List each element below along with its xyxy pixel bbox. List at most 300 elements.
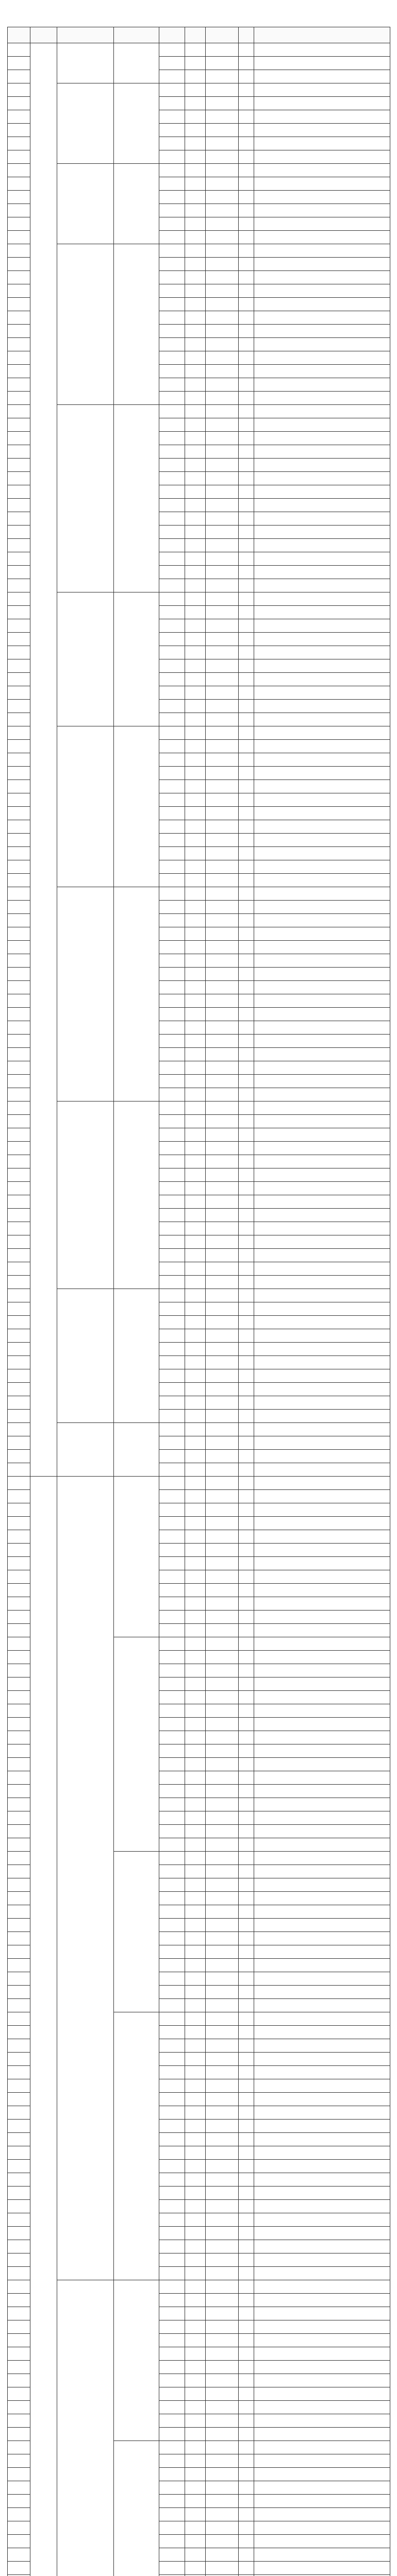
quota [185,1088,206,1101]
post-code [159,606,185,619]
row-index [8,646,30,659]
candidate-name [206,191,239,204]
candidate-name [206,1570,239,1584]
row-index [8,1852,30,1865]
school [254,807,390,820]
candidate-name [206,204,239,217]
post-code [159,1852,185,1865]
candidate-name [206,2120,239,2133]
quota [185,1919,206,1932]
post-code [159,646,185,659]
gender [239,57,254,70]
gender [239,512,254,526]
school [254,1798,390,1811]
school [254,1892,390,1905]
candidate-name [206,1544,239,1557]
school [254,793,390,807]
gender [239,1249,254,1262]
quota [185,954,206,968]
quota [185,2012,206,2026]
school [254,1503,390,1517]
candidate-name [206,579,239,592]
row-index [8,164,30,177]
school [254,1048,390,1061]
row-index [8,2347,30,2361]
gender [239,2160,254,2173]
gender [239,1972,254,1986]
quota [185,713,206,726]
institution-cell [57,1101,114,1289]
gender [239,2307,254,2320]
post-code [159,941,185,954]
gender [239,1584,254,1597]
category-cell [30,43,57,1477]
row-index [8,1396,30,1410]
post-cell [114,2012,159,2280]
school [254,1664,390,1677]
school [254,1570,390,1584]
post-code [159,258,185,271]
quota [185,1972,206,1986]
gender [239,2361,254,2374]
gender [239,445,254,459]
school [254,2053,390,2066]
gender [239,2106,254,2120]
post-code [159,124,185,137]
post-code [159,1450,185,1463]
post-code [159,1959,185,1972]
school [254,1557,390,1570]
gender [239,1919,254,1932]
quota [185,767,206,780]
gender [239,1758,254,1771]
row-index [8,1155,30,1168]
candidate-name [206,1343,239,1356]
institution-cell [57,1477,114,2280]
gender [239,1302,254,1316]
school [254,2347,390,2361]
row-index [8,753,30,767]
candidate-name [206,1865,239,1878]
candidate-name [206,392,239,405]
row-index [8,1289,30,1302]
col-index-header [8,27,30,43]
school [254,592,390,606]
post-code [159,418,185,432]
candidate-name [206,2441,239,2454]
post-code [159,83,185,97]
gender [239,874,254,887]
quota [185,994,206,1008]
quota [185,1704,206,1718]
gender [239,271,254,284]
gender [239,1182,254,1195]
candidate-name [206,713,239,726]
row-index [8,1825,30,1838]
post-code [159,1798,185,1811]
school [254,1182,390,1195]
school [254,1396,390,1410]
quota [185,633,206,646]
row-index [8,2374,30,2387]
post-code [159,2468,185,2481]
candidate-name [206,1664,239,1677]
table-row [8,1101,390,1115]
school [254,1155,390,1168]
post-code [159,1463,185,1477]
quota [185,2548,206,2562]
institution-cell [57,1423,114,1477]
candidate-name [206,2454,239,2468]
quota [185,2267,206,2280]
candidate-name [206,1972,239,1986]
row-index [8,539,30,552]
quota [185,1758,206,1771]
gender [239,1865,254,1878]
post-code [159,592,185,606]
quota [185,1677,206,1691]
post-code [159,2320,185,2334]
institution-cell [57,43,114,83]
row-index [8,1677,30,1691]
gender [239,97,254,110]
row-index [8,1838,30,1852]
school [254,2227,390,2240]
candidate-name [206,1423,239,1436]
post-code [159,1276,185,1289]
candidate-name [206,2146,239,2160]
post-code [159,1651,185,1664]
row-index [8,1905,30,1919]
school [254,673,390,686]
post-code [159,43,185,57]
quota [185,659,206,673]
post-code [159,1075,185,1088]
quota [185,1999,206,2012]
gender [239,1744,254,1758]
school [254,860,390,874]
gender [239,1811,254,1825]
post-code [159,2535,185,2548]
post-code [159,2079,185,2093]
quota [185,1410,206,1423]
gender [239,1289,254,1302]
school [254,1021,390,1035]
quota [185,2347,206,2361]
candidate-name [206,1584,239,1597]
candidate-name [206,740,239,753]
row-index [8,70,30,83]
quota [185,780,206,793]
candidate-name [206,834,239,847]
row-index [8,1008,30,1021]
candidate-name [206,258,239,271]
row-index [8,191,30,204]
candidate-name [206,244,239,258]
gender [239,1142,254,1155]
candidate-name [206,405,239,418]
quota [185,673,206,686]
gender [239,2026,254,2039]
school [254,2508,390,2521]
gender [239,2227,254,2240]
candidate-name [206,432,239,445]
candidate-name [206,1316,239,1329]
school [254,191,390,204]
row-index [8,2481,30,2495]
candidate-name [206,70,239,83]
post-code [159,231,185,244]
post-code [159,57,185,70]
quota [185,1289,206,1302]
candidate-name [206,1718,239,1731]
gender [239,2414,254,2428]
row-index [8,485,30,499]
quota [185,1356,206,1369]
candidate-name [206,57,239,70]
school [254,1597,390,1611]
quota [185,472,206,485]
school [254,1691,390,1704]
gender [239,1235,254,1249]
post-code [159,2374,185,2387]
gender [239,1677,254,1691]
post-code [159,2481,185,2495]
post-code [159,365,185,378]
candidate-name [206,472,239,485]
quota [185,1905,206,1919]
gender [239,83,254,97]
post-code [159,2441,185,2454]
candidate-name [206,2106,239,2120]
quota [185,1035,206,1048]
gender [239,1021,254,1035]
candidate-name [206,2361,239,2374]
gender [239,2133,254,2146]
row-index [8,231,30,244]
candidate-name [206,1651,239,1664]
candidate-name [206,753,239,767]
post-code [159,994,185,1008]
post-code [159,1423,185,1436]
post-code [159,1986,185,1999]
gender [239,2213,254,2227]
gender [239,110,254,124]
school [254,1142,390,1155]
quota [185,1276,206,1289]
school [254,124,390,137]
post-cell [114,1637,159,1852]
school [254,1249,390,1262]
row-index [8,740,30,753]
post-code [159,700,185,713]
post-code [159,1088,185,1101]
gender [239,1704,254,1718]
candidate-name [206,2093,239,2106]
gender [239,499,254,512]
school [254,2093,390,2106]
school [254,2066,390,2079]
row-index [8,1369,30,1383]
candidate-name [206,2227,239,2240]
candidate-name [206,1530,239,1544]
row-index [8,1611,30,1624]
quota [185,927,206,941]
quota [185,2146,206,2160]
candidate-name [206,2387,239,2401]
post-code [159,2200,185,2213]
post-code [159,1209,185,1222]
quota [185,1544,206,1557]
row-index [8,1919,30,1932]
quota [185,1021,206,1035]
post-code [159,311,185,325]
school [254,83,390,97]
school [254,177,390,191]
row-index [8,1128,30,1142]
candidate-name [206,1450,239,1463]
row-index [8,2213,30,2227]
gender [239,713,254,726]
row-index [8,2173,30,2187]
row-index [8,1865,30,1878]
school [254,847,390,860]
quota [185,204,206,217]
row-index [8,1530,30,1544]
quota [185,110,206,124]
school [254,1637,390,1651]
post-code [159,1035,185,1048]
school [254,1369,390,1383]
school [254,1905,390,1919]
gender [239,659,254,673]
school [254,1624,390,1637]
quota [185,1570,206,1584]
school [254,43,390,57]
row-index [8,1972,30,1986]
candidate-name [206,954,239,968]
candidate-name [206,1329,239,1343]
gender [239,1597,254,1611]
quota [185,499,206,512]
quota [185,485,206,499]
school [254,150,390,164]
post-code [159,1865,185,1878]
school [254,1584,390,1597]
gender [239,1195,254,1209]
gender [239,405,254,418]
post-code [159,981,185,994]
candidate-name [206,1128,239,1142]
gender [239,914,254,927]
quota [185,1235,206,1249]
quota [185,1718,206,1731]
quota [185,1624,206,1637]
post-code [159,1289,185,1302]
post-code [159,2053,185,2066]
post-code [159,1597,185,1611]
gender [239,726,254,740]
gender [239,1798,254,1811]
col-name-header [206,27,239,43]
gender [239,592,254,606]
quota [185,97,206,110]
gender [239,1088,254,1101]
school [254,1544,390,1557]
quota [185,2414,206,2428]
quota [185,807,206,820]
gender [239,1517,254,1530]
school [254,2468,390,2481]
row-index [8,1959,30,1972]
post-code [159,1972,185,1986]
institution-cell [57,1289,114,1423]
row-index [8,579,30,592]
post-code [159,807,185,820]
gender [239,2468,254,2481]
gender [239,244,254,258]
school [254,485,390,499]
gender [239,526,254,539]
gender [239,767,254,780]
gender [239,1731,254,1744]
candidate-name [206,445,239,459]
candidate-name [206,1463,239,1477]
quota [185,418,206,432]
gender [239,2521,254,2535]
candidate-name [206,137,239,150]
gender [239,740,254,753]
row-index [8,2361,30,2374]
post-code [159,1195,185,1209]
gender [239,1075,254,1088]
quota [185,1477,206,1490]
post-code [159,860,185,874]
gender [239,1048,254,1061]
school [254,941,390,954]
row-index [8,927,30,941]
post-code [159,1356,185,1369]
quota [185,2133,206,2146]
school [254,1356,390,1369]
post-code [159,874,185,887]
row-index [8,2200,30,2213]
gender [239,1276,254,1289]
post-code [159,2562,185,2575]
post-code [159,1021,185,1035]
gender [239,2280,254,2294]
row-index [8,472,30,485]
candidate-name [206,83,239,97]
institution-cell [57,244,114,405]
school [254,1316,390,1329]
quota [185,459,206,472]
candidate-name [206,271,239,284]
row-index [8,2280,30,2294]
candidate-name [206,927,239,941]
quota [185,860,206,874]
table-row [8,164,390,177]
school [254,2253,390,2267]
post-code [159,1115,185,1128]
post-cell [114,726,159,887]
post-code [159,1302,185,1316]
post-code [159,726,185,740]
quota [185,2495,206,2508]
post-code [159,1477,185,1490]
candidate-name [206,1369,239,1383]
gender [239,459,254,472]
